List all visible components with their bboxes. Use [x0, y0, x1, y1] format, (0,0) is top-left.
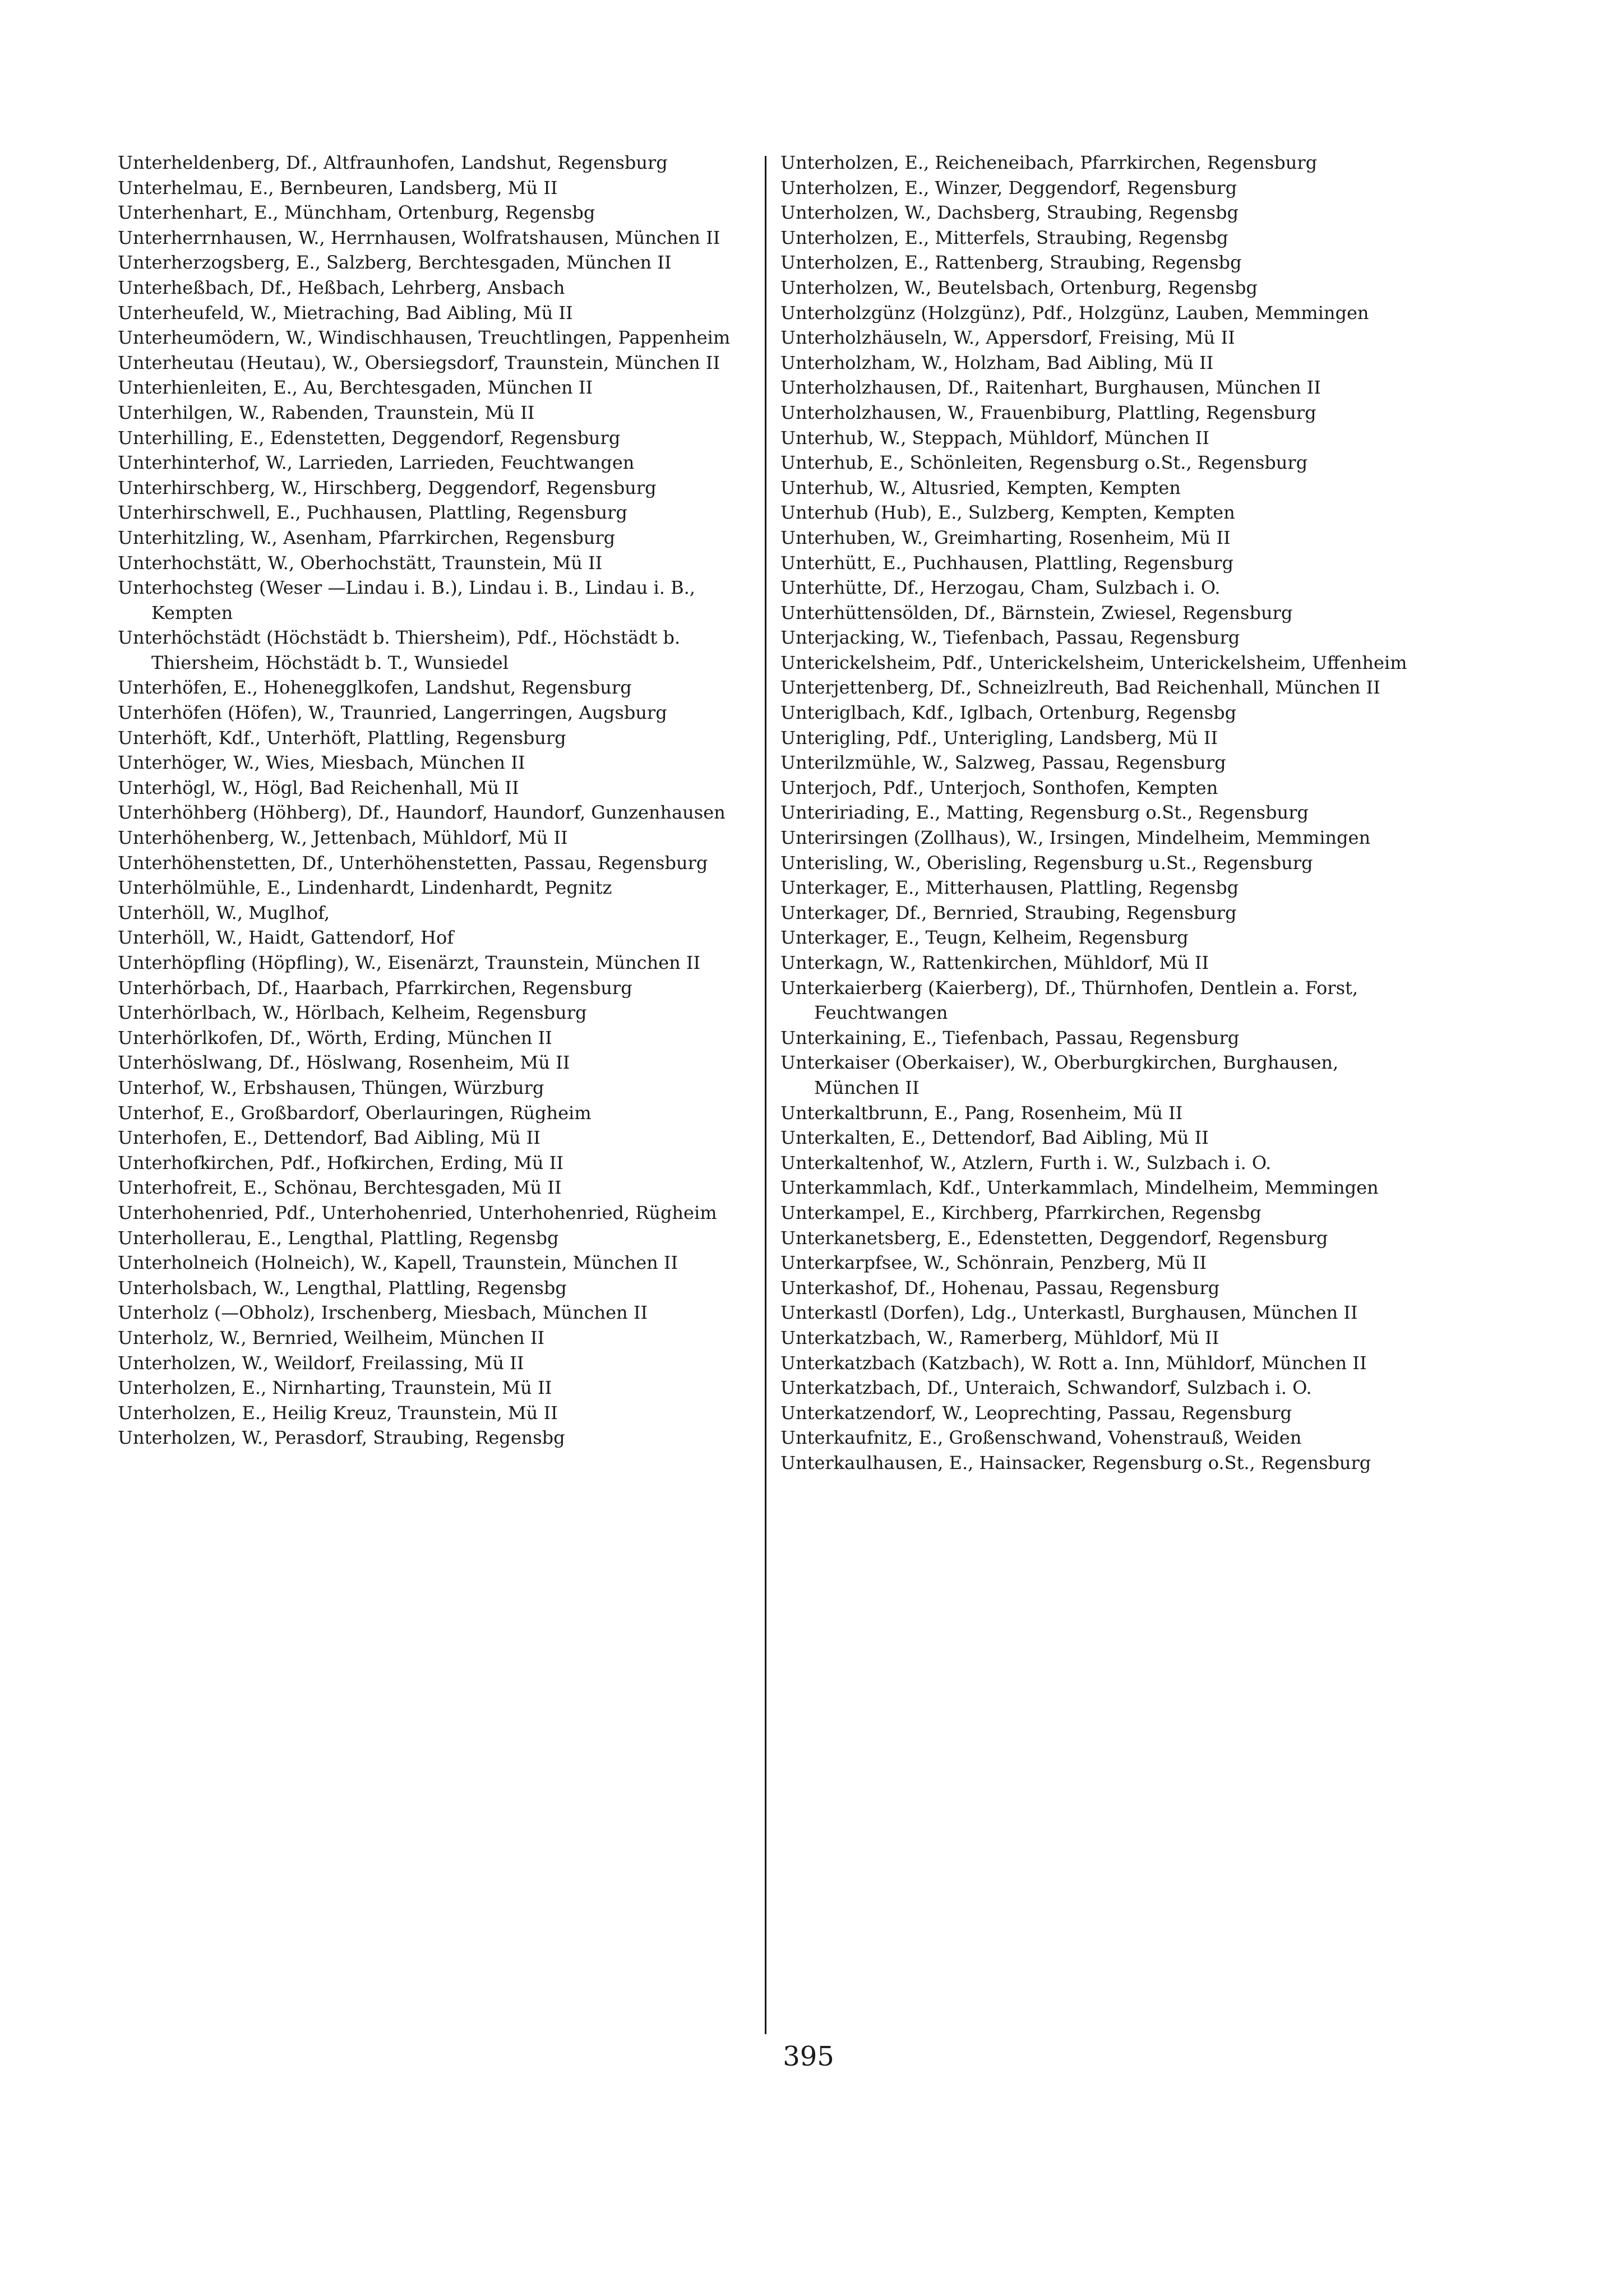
gazetteer-entry: Unterkatzbach (Katzbach), W. Rott a. Inn, Mühldorf, München II — [780, 1352, 1367, 1374]
gazetteer-entry: Unterhof, E., Großbardorf, Oberlauringen, Rügheim — [118, 1102, 592, 1124]
gazetteer-entry: Unterholzen, E., Mitterfels, Straubing, Regensbg — [780, 227, 1228, 248]
gazetteer-entry: Unterherzogsberg, E., Salzberg, Berchtesgaden, München II — [118, 252, 672, 274]
gazetteer-entry: Unterkarpfsee, W., Schönrain, Penzberg, Mü II — [780, 1252, 1207, 1274]
gazetteer-entry: Unterholzhausen, Df., Raitenhart, Burghausen, München II — [780, 377, 1321, 399]
gazetteer-entry: Unterhörlbach, W., Hörlbach, Kelheim, Regensburg — [118, 1002, 587, 1024]
gazetteer-entry: Unterhöchstädt (Höchstädt b. Thiersheim), Pdf., Höchstädt b. Thiersheim, Höchstädt b. T., Wunsiedel — [118, 627, 681, 673]
gazetteer-entry: Unterhöfen (Höfen), W., Traunried, Langerringen, Augsburg — [118, 702, 667, 724]
gazetteer-entry: Unterholzhäuseln, W., Appersdorf, Freising, Mü II — [780, 327, 1235, 349]
gazetteer-entry: Unteririading, E., Matting, Regensburg o.St., Regensburg — [780, 802, 1309, 824]
gazetteer-entry: Unterhöpfling (Höpfling), W., Eisenärzt, Traunstein, München II — [118, 952, 701, 973]
gazetteer-entry: Unterhochsteg (Weser —Lindau i. B.), Lindau i. B., Lindau i. B., Kempten — [118, 577, 695, 623]
gazetteer-entry: Unterhub, E., Schönleiten, Regensburg o.St., Regensburg — [780, 452, 1308, 474]
gazetteer-entry: Unterhörbach, Df., Haarbach, Pfarrkirchen, Regensburg — [118, 977, 632, 999]
gazetteer-entry: Unterkaining, E., Tiefenbach, Passau, Regensburg — [780, 1027, 1240, 1048]
gazetteer-entry: Unteriglbach, Kdf., Iglbach, Ortenburg, Regensbg — [780, 702, 1237, 724]
gazetteer-entry: Unterkaufnitz, E., Großenschwand, Vohenstrauß, Weiden — [780, 1427, 1302, 1449]
gazetteer-entry: Unterhub, W., Altusried, Kempten, Kempten — [780, 477, 1181, 498]
gazetteer-entry: Unterholzham, W., Holzham, Bad Aibling, Mü II — [780, 352, 1214, 373]
gazetteer-entry: Unterholzen, E., Nirnharting, Traunstein, Mü II — [118, 1377, 552, 1399]
gazetteer-entry: Unterirsingen (Zollhaus), W., Irsingen, Mindelheim, Memmingen — [780, 827, 1371, 849]
gazetteer-entry: Unterhof, W., Erbshausen, Thüngen, Würzburg — [118, 1077, 544, 1098]
gazetteer-entry: Unterhögl, W., Högl, Bad Reichenhall, Mü II — [118, 777, 519, 798]
gazetteer-entry: Unterholneich (Holneich), W., Kapell, Traunstein, München II — [118, 1252, 678, 1274]
gazetteer-entry: Unterhöhenstetten, Df., Unterhöhenstetten, Passau, Regensburg — [118, 852, 708, 874]
gazetteer-entry: Unterhirschwell, E., Puchhausen, Plattling, Regensburg — [118, 502, 627, 524]
gazetteer-entry: Unterheufeld, W., Mietraching, Bad Aibling, Mü II — [118, 302, 573, 324]
gazetteer-entry: Unterkaiser (Oberkaiser), W., Oberburgkirchen, Burghausen, München II — [780, 1052, 1339, 1098]
gazetteer-entry: Unterhütte, Df., Herzogau, Cham, Sulzbach i. O. — [780, 577, 1221, 599]
gazetteer-entry: Unterhüttensölden, Df., Bärnstein, Zwiesel, Regensburg — [780, 602, 1293, 623]
gazetteer-entry: Unterholzen, W., Beutelsbach, Ortenburg, Regensbg — [780, 276, 1258, 298]
gazetteer-entry: Unterhohenried, Pdf., Unterhohenried, Unterhohenried, Rügheim — [118, 1202, 717, 1223]
gazetteer-entry: Unterhienleiten, E., Au, Berchtesgaden, München II — [118, 377, 593, 399]
gazetteer-entry: Unterkanetsberg, E., Edenstetten, Deggendorf, Regensburg — [780, 1227, 1328, 1249]
gazetteer-entry: Unterjettenberg, Df., Schneizlreuth, Bad Reichenhall, München II — [780, 677, 1380, 699]
gazetteer-entry: Unterickelsheim, Pdf., Unterickelsheim, Unterickelsheim, Uffenheim — [780, 652, 1407, 673]
gazetteer-entry: Unterhöhenberg, W., Jettenbach, Mühldorf, Mü II — [118, 827, 568, 849]
gazetteer-entry: Unterhöll, W., Muglhof, — [118, 902, 330, 923]
gazetteer-entry: Unterhelmau, E., Bernbeuren, Landsberg, Mü II — [118, 177, 558, 198]
page-number: 395 — [783, 2041, 834, 2072]
gazetteer-entry: Unterkaltenhof, W., Atzlern, Furth i. W., Sulzbach i. O. — [780, 1152, 1272, 1174]
gazetteer-entry: Unterhuben, W., Greimharting, Rosenheim, Mü II — [780, 526, 1231, 548]
gazetteer-entry: Unterhölmühle, E., Lindenhardt, Lindenhardt, Pegnitz — [118, 877, 612, 899]
gazetteer-entry: Unterholzen, E., Reicheneibach, Pfarrkirchen, Regensburg — [780, 152, 1318, 173]
gazetteer-entry: Unterjoch, Pdf., Unterjoch, Sonthofen, Kempten — [780, 777, 1218, 798]
gazetteer-entry: Unterkatzbach, W., Ramerberg, Mühldorf, Mü II — [780, 1327, 1219, 1348]
gazetteer-entry: Unterjacking, W., Tiefenbach, Passau, Regensburg — [780, 627, 1240, 649]
gazetteer-entry: Unterherrnhausen, W., Herrnhausen, Wolfratshausen, München II — [118, 227, 720, 248]
gazetteer-entry: Unterkastl (Dorfen), Ldg., Unterkastl, Burghausen, München II — [780, 1302, 1358, 1324]
gazetteer-entry: Unterholzen, E., Heilig Kreuz, Traunstein, Mü II — [118, 1402, 558, 1424]
gazetteer-entry: Unterholz, W., Bernried, Weilheim, München II — [118, 1327, 545, 1348]
gazetteer-entry: Unterkager, E., Mitterhausen, Plattling, Regensbg — [780, 877, 1239, 899]
gazetteer-entry: Unterholzen, W., Weildorf, Freilassing, Mü II — [118, 1352, 524, 1374]
gazetteer-entry: Unterhinterhof, W., Larrieden, Larrieden, Feuchtwangen — [118, 452, 635, 474]
gazetteer-entry: Unterhitzling, W., Asenham, Pfarrkirchen, Regensburg — [118, 526, 616, 548]
gazetteer-entry: Unterhöger, W., Wies, Miesbach, München II — [118, 752, 525, 774]
gazetteer-entry: Unterhochstätt, W., Oberhochstätt, Traunstein, Mü II — [118, 552, 603, 574]
gazetteer-entry: Unterkatzbach, Df., Unteraich, Schwandorf, Sulzbach i. O. — [780, 1377, 1312, 1399]
gazetteer-entry: Unterigling, Pdf., Unterigling, Landsberg, Mü II — [780, 727, 1218, 749]
gazetteer-entry: Unterhub (Hub), E., Sulzberg, Kempten, Kempten — [780, 502, 1235, 524]
gazetteer-entry: Unterkatzendorf, W., Leoprechting, Passau, Regensburg — [780, 1402, 1292, 1424]
gazetteer-entry: Unterkaierberg (Kaierberg), Df., Thürnhofen, Dentlein a. Forst, Feuchtwangen — [780, 977, 1359, 1024]
gazetteer-entry: Unterhöll, W., Haidt, Gattendorf, Hof — [118, 927, 454, 949]
gazetteer-entry: Unterhilling, E., Edenstetten, Deggendorf, Regensburg — [118, 427, 621, 449]
gazetteer-entry: Unterhenhart, E., Münchham, Ortenburg, Regensbg — [118, 202, 595, 224]
gazetteer-entry: Unterilzmühle, W., Salzweg, Passau, Regensburg — [780, 752, 1226, 774]
gazetteer-entry: Unterheutau (Heutau), W., Obersiegsdorf, Traunstein, München II — [118, 352, 720, 373]
gazetteer-entry: Unterkager, Df., Bernried, Straubing, Regensburg — [780, 902, 1237, 923]
gazetteer-entry: Unterholzen, W., Perasdorf, Straubing, Regensbg — [118, 1427, 565, 1449]
gazetteer-entry: Unterhöslwang, Df., Höslwang, Rosenheim, Mü II — [118, 1052, 570, 1074]
gazetteer-entry: Unterhöhberg (Höhberg), Df., Haundorf, Haundorf, Gunzenhausen — [118, 802, 726, 824]
column-divider — [765, 156, 766, 2034]
gazetteer-entry: Unterkampel, E., Kirchberg, Pfarrkirchen, Regensbg — [780, 1202, 1262, 1223]
gazetteer-entry: Unterholzen, E., Rattenberg, Straubing, Regensbg — [780, 252, 1242, 274]
gazetteer-entry: Unterkagn, W., Rattenkirchen, Mühldorf, Mü II — [780, 952, 1209, 973]
gazetteer-entry: Unterholsbach, W., Lengthal, Plattling, Regensbg — [118, 1277, 567, 1299]
gazetteer-entry: Unterholz (—Obholz), Irschenberg, Miesbach, München II — [118, 1302, 648, 1324]
right-column — [780, 150, 1414, 1475]
gazetteer-entry: Unterkaltbrunn, E., Pang, Rosenheim, Mü II — [780, 1102, 1183, 1124]
gazetteer-entry: Unterholzhausen, W., Frauenbiburg, Plattling, Regensburg — [780, 401, 1316, 423]
gazetteer-entry: Unterhofkirchen, Pdf., Hofkirchen, Erding, Mü II — [118, 1152, 563, 1174]
gazetteer-entry: Unterhirschberg, W., Hirschberg, Deggendorf, Regensburg — [118, 477, 657, 498]
gazetteer-entry: Unterkalten, E., Dettendorf, Bad Aibling, Mü II — [780, 1127, 1209, 1149]
gazetteer-entry: Unterhöfen, E., Hohenegglkofen, Landshut, Regensburg — [118, 677, 632, 699]
gazetteer-entry: Unterhilgen, W., Rabenden, Traunstein, Mü II — [118, 401, 535, 423]
gazetteer-entry: Unterkammlach, Kdf., Unterkammlach, Mindelheim, Memmingen — [780, 1177, 1379, 1199]
gazetteer-entry: Unterkashof, Df., Hohenau, Passau, Regensburg — [780, 1277, 1220, 1299]
gazetteer-entry: Unterhofen, E., Dettendorf, Bad Aibling, Mü II — [118, 1127, 540, 1149]
gazetteer-entry: Unterhörlkofen, Df., Wörth, Erding, München II — [118, 1027, 552, 1048]
gazetteer-entry: Unterholzen, E., Winzer, Deggendorf, Regensburg — [780, 177, 1237, 198]
gazetteer-entry: Unterhöft, Kdf., Unterhöft, Plattling, Regensburg — [118, 727, 566, 749]
gazetteer-entry: Unterhofreit, E., Schönau, Berchtesgaden, Mü II — [118, 1177, 562, 1199]
gazetteer-entry: Unterhub, W., Steppach, Mühldorf, München II — [780, 427, 1209, 449]
gazetteer-entry: Unterkaulhausen, E., Hainsacker, Regensburg o.St., Regensburg — [780, 1452, 1371, 1473]
gazetteer-entry: Unterkager, E., Teugn, Kelheim, Regensburg — [780, 927, 1189, 949]
gazetteer-entry: Unterholzgünz (Holzgünz), Pdf., Holzgünz, Lauben, Memmingen — [780, 302, 1369, 324]
gazetteer-entry: Unterheldenberg, Df., Altfraunhofen, Landshut, Regensburg — [118, 152, 668, 173]
gazetteer-entry: Unterisling, W., Oberisling, Regensburg u.St., Regensburg — [780, 852, 1313, 874]
gazetteer-entry: Unterheumödern, W., Windischhausen, Treuchtlingen, Pappenheim — [118, 327, 731, 349]
gazetteer-entry: Unterhütt, E., Puchhausen, Plattling, Regensburg — [780, 552, 1233, 574]
gazetteer-entry: Unterholzen, W., Dachsberg, Straubing, Regensbg — [780, 202, 1239, 224]
gazetteer-entry: Unterhollerau, E., Lengthal, Plattling, Regensbg — [118, 1227, 559, 1249]
left-column — [118, 150, 751, 1450]
gazetteer-entry: Unterheßbach, Df., Heßbach, Lehrberg, Ansbach — [118, 276, 565, 298]
